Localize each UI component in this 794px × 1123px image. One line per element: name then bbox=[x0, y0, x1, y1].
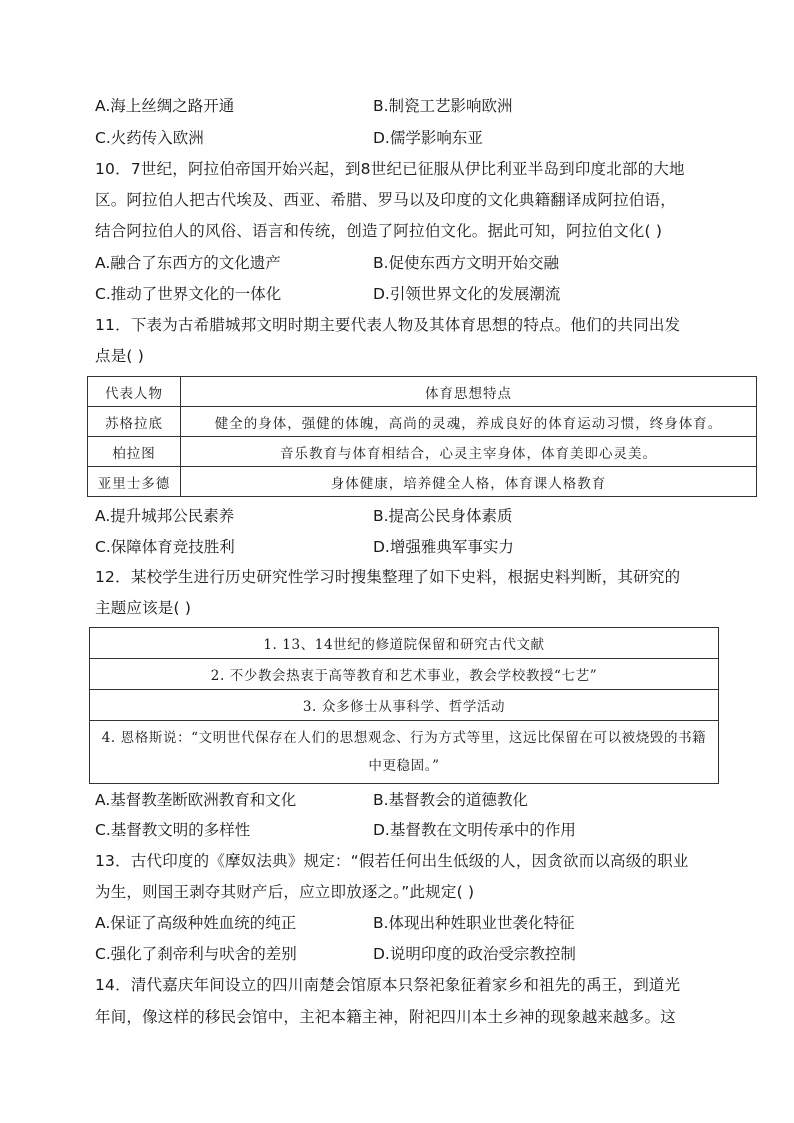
source-cell: 2. 不少教会热衷于高等教育和艺术事业，教会学校教授“七艺” bbox=[90, 659, 719, 690]
table-cell-feature: 音乐教育与体育相结合，心灵主宰身体，体育美即心灵美。 bbox=[181, 437, 757, 467]
source-cell: 1. 13、14世纪的修道院保留和研究古代文献 bbox=[90, 628, 719, 659]
table-header-cell: 代表人物 bbox=[88, 377, 181, 407]
q13-option-row bbox=[95, 912, 715, 934]
q9-option-c[interactable]: C.火药传入欧洲 bbox=[95, 129, 204, 147]
table-header-cell: 体育思想特点 bbox=[181, 377, 757, 407]
table-cell-feature: 身体健康，培养健全人格，体育课人格教育 bbox=[181, 467, 757, 497]
q11-option-row bbox=[95, 536, 715, 558]
q13-option-row bbox=[95, 943, 715, 965]
q12-stem-line: 主题应该是( ) bbox=[95, 599, 192, 617]
q12-option-a[interactable]: A.基督教垄断欧洲教育和文化 bbox=[95, 791, 297, 809]
q10-stem-line: 10．7世纪，阿拉伯帝国开始兴起，到8世纪已征服从伊比利亚半岛到印度北部的大地 bbox=[95, 160, 685, 178]
q12-stem-line: 12．某校学生进行历史研究性学习时搜集整理了如下史料，根据史料判断，其研究的 bbox=[95, 568, 681, 586]
q13-option-d[interactable]: D.说明印度的政治受宗教控制 bbox=[373, 945, 576, 963]
q10-option-row bbox=[95, 252, 715, 274]
table-cell-person: 亚里士多德 bbox=[88, 467, 181, 497]
q11-option-b[interactable]: B.提高公民身体素质 bbox=[373, 507, 513, 525]
table-row bbox=[88, 437, 757, 467]
table-row bbox=[90, 659, 719, 690]
q14-stem-line: 年间，像这样的移民会馆中，主祀本籍主神，附祀四川本土乡神的现象越来越多。这 bbox=[95, 1008, 676, 1026]
q11-option-c[interactable]: C.保障体育竞技胜利 bbox=[95, 538, 235, 556]
q10-option-b[interactable]: B.促使东西方文明开始交融 bbox=[373, 254, 560, 272]
table-cell-person: 柏拉图 bbox=[88, 437, 181, 467]
q12-option-row bbox=[95, 789, 715, 811]
q10-stem-line: 结合阿拉伯人的风俗、语言和传统，创造了阿拉伯文化。据此可知，阿拉伯文化( ) bbox=[95, 222, 663, 240]
q11-option-row bbox=[95, 505, 715, 527]
q9-option-row bbox=[95, 95, 715, 117]
table-row bbox=[90, 721, 719, 784]
q12-option-b[interactable]: B.基督教会的道德教化 bbox=[373, 791, 529, 809]
q9-option-b[interactable]: B.制瓷工艺影响欧洲 bbox=[373, 97, 513, 115]
q13-stem-line: 13．古代印度的《摩奴法典》规定：“假若任何出生低级的人，因贪欲而以高级的职业 bbox=[95, 852, 689, 870]
q13-option-c[interactable]: C.强化了刹帝利与吠舍的差别 bbox=[95, 945, 297, 963]
q13-option-a[interactable]: A.保证了高级种姓血统的纯正 bbox=[95, 914, 297, 932]
q10-option-a[interactable]: A.融合了东西方的文化遗产 bbox=[95, 254, 281, 272]
q12-option-row bbox=[95, 819, 715, 841]
q11-stem-line: 点是( ) bbox=[95, 347, 145, 365]
source-cell: 4. 恩格斯说：“文明世代保存在人们的思想观念、行为方式等里，这远比保留在可以被烧毁的书籍中更稳固。” bbox=[90, 721, 719, 784]
q10-option-d[interactable]: D.引领世界文化的发展潮流 bbox=[373, 285, 561, 303]
source-cell: 3. 众多修士从事科学、哲学活动 bbox=[90, 690, 719, 721]
table-row bbox=[88, 467, 757, 497]
q11-option-d[interactable]: D.增强雅典军事实力 bbox=[373, 538, 514, 556]
q10-option-c[interactable]: C.推动了世界文化的一体化 bbox=[95, 285, 282, 303]
q12-source-table bbox=[89, 627, 719, 784]
table-header-row bbox=[88, 377, 757, 407]
q13-stem-line: 为生，则国王剥夺其财产后，应立即放逐之。”此规定( ) bbox=[95, 883, 475, 901]
q9-option-a[interactable]: A.海上丝绸之路开通 bbox=[95, 97, 235, 115]
q11-stem-line: 11．下表为古希腊城邦文明时期主要代表人物及其体育思想的特点。他们的共同出发 bbox=[95, 316, 681, 334]
q9-option-d[interactable]: D.儒学影响东亚 bbox=[373, 129, 483, 147]
q13-option-b[interactable]: B.体现出种姓职业世袭化特征 bbox=[373, 914, 575, 932]
table-row bbox=[90, 628, 719, 659]
table-row bbox=[90, 690, 719, 721]
q9-option-row bbox=[95, 127, 715, 149]
table-cell-feature: 健全的身体，强健的体魄，高尚的灵魂，养成良好的体育运动习惯，终身体育。 bbox=[181, 407, 757, 437]
table-row bbox=[88, 407, 757, 437]
q12-option-c[interactable]: C.基督教文明的多样性 bbox=[95, 821, 251, 839]
q11-option-a[interactable]: A.提升城邦公民素养 bbox=[95, 507, 235, 525]
q14-stem-line: 14．清代嘉庆年间设立的四川南楚会馆原本只祭祀象征着家乡和祖先的禹王，到道光 bbox=[95, 976, 681, 994]
q10-option-row bbox=[95, 283, 715, 305]
table-cell-person: 苏格拉底 bbox=[88, 407, 181, 437]
q12-option-d[interactable]: D.基督教在文明传承中的作用 bbox=[373, 821, 576, 839]
q11-table bbox=[87, 376, 757, 497]
q10-stem-line: 区。阿拉伯人把古代埃及、西亚、希腊、罗马以及印度的文化典籍翻译成阿拉伯语， bbox=[95, 191, 676, 209]
